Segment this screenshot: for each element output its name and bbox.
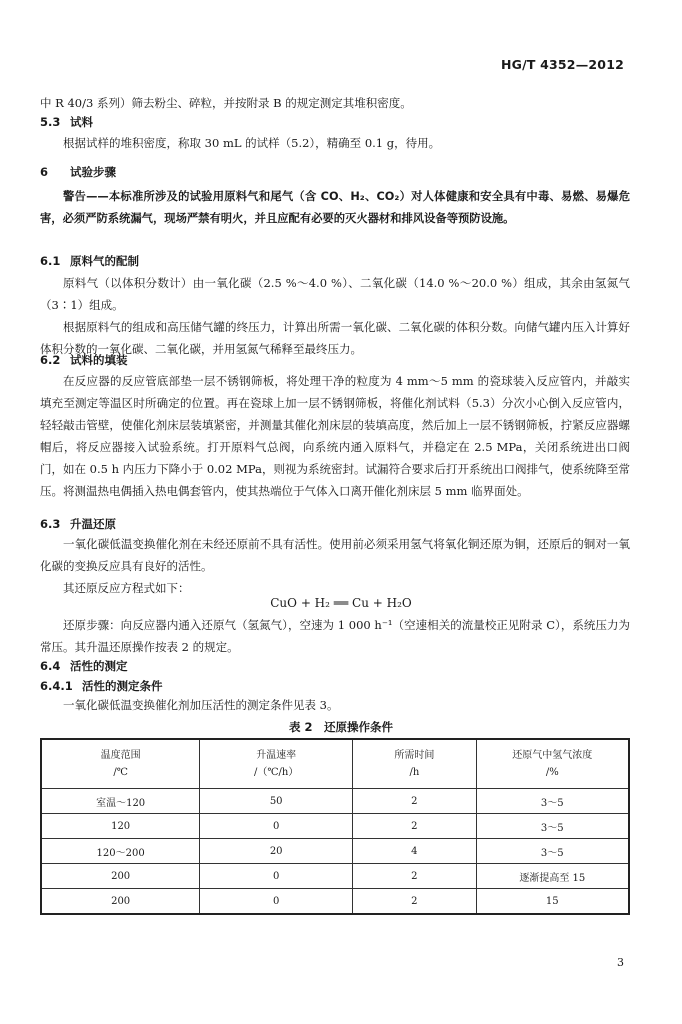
page-number: 3: [617, 956, 624, 969]
section-6-2-heading: [40, 350, 128, 370]
table-row: [41, 789, 629, 814]
paragraph: 其还原反应方程式如下：: [63, 581, 190, 595]
section-number: 6.1: [40, 254, 61, 268]
header-unit: /h: [409, 767, 420, 778]
section-title: 活性的测定: [70, 659, 128, 673]
section-title: 升温还原: [70, 517, 117, 531]
section-6-1-body: [40, 272, 630, 360]
table-cell: 4: [353, 839, 476, 864]
table-caption: 表 2 还原操作条件: [288, 720, 393, 734]
column-header: [476, 739, 629, 789]
header-unit: /℃: [113, 767, 128, 778]
table-row: [41, 889, 629, 915]
section-number: 6.4: [40, 659, 61, 673]
table-cell: 2: [353, 864, 476, 889]
table-row: [41, 864, 629, 889]
section-title: 原料气的配制: [70, 254, 140, 268]
section-title: 试验步骤: [70, 165, 117, 179]
section-6-4-1-body: [40, 694, 630, 716]
header-name: 还原气中氢气浓度: [512, 750, 593, 761]
table-cell: 3～5: [476, 789, 629, 814]
paragraph: 一氧化碳低温变换催化剂在未经还原前不具有活性。使用前必须采用氢气将氧化铜还原为铜，还原后的铜对一氧化碳的变换反应具有良好的活性。: [40, 537, 630, 573]
table-cell: 逐渐提高至 15: [476, 864, 629, 889]
continuation-paragraph: [40, 92, 630, 114]
section-6-1-heading: [40, 251, 139, 271]
section-6-4-heading: [40, 656, 128, 676]
section-5-3-body: [40, 132, 630, 154]
table-cell: 200: [41, 864, 200, 889]
warning-text: 警告——本标准所涉及的试验用原料气和尾气（含 CO、H₂、CO₂）对人体健康和安全具有中毒、易燃、易爆危害，必须严防系统漏气，现场严禁有明火，并且应配有必要的灭火器材和排风设备等预防设施。: [40, 190, 630, 225]
table-cell: 0: [200, 864, 353, 889]
column-header: [41, 739, 200, 789]
paragraph: 一氧化碳低温变换催化剂加压活性的测定条件见表 3。: [63, 698, 339, 712]
table-row: [41, 814, 629, 839]
table-cell: 200: [41, 889, 200, 915]
table-header-row: [41, 739, 629, 789]
section-6-2-body: [40, 370, 630, 502]
reduction-conditions-table: [40, 738, 630, 915]
header-unit: /（℃/h）: [254, 767, 299, 778]
table-cell: 2: [353, 889, 476, 915]
table-cell: 3～5: [476, 814, 629, 839]
paragraph: 原料气（以体积分数计）由一氧化碳（2.5 %～4.0 %）、二氧化碳（14.0 %～20.0 %）组成，其余由氢氮气（3∶1）组成。: [40, 276, 630, 312]
section-number: 6: [40, 165, 49, 179]
section-number: 5.3: [40, 115, 61, 129]
header-name: 升温速率: [256, 750, 297, 761]
header-unit: /%: [545, 767, 559, 778]
header-name: 所需时间: [394, 750, 435, 761]
table-cell: 3～5: [476, 839, 629, 864]
table-cell: 2: [353, 789, 476, 814]
section-6-3-heading: [40, 514, 116, 534]
section-number: 6.2: [40, 353, 61, 367]
table-cell: 50: [200, 789, 353, 814]
table-cell: 2: [353, 814, 476, 839]
continuation-text: 中 R 40/3 系列）筛去粉尘、碎粒，并按附录 B 的规定测定其堆积密度。: [40, 96, 412, 110]
paragraph: 根据试样的堆积密度，称取 30 mL 的试样（5.2），精确至 0.1 g，待用。: [63, 136, 441, 150]
table-row: [41, 839, 629, 864]
table-cell: 0: [200, 814, 353, 839]
reduction-equation: CuO + H₂ ══ Cu + H₂O: [270, 596, 412, 610]
section-title: 试料: [70, 115, 94, 129]
section-6-heading: [40, 162, 116, 182]
header-name: 温度范围: [100, 750, 141, 761]
table-cell: 20: [200, 839, 353, 864]
table-cell: 120: [41, 814, 200, 839]
section-6-3-body: [40, 533, 630, 599]
warning-block: [40, 186, 630, 230]
section-6-3-procedure: [40, 614, 630, 658]
section-number: 6.4.1: [40, 679, 73, 693]
paragraph: 在反应器的反应管底部垫一层不锈钢筛板，将处理干净的粒度为 4 mm～5 mm 的瓷球装入反应管内，并敲实填充至测定等温区时所确定的位置。再在瓷球上加一层不锈钢筛板，将催化剂试料（5.3）分次小心倒入反应管内，轻轻敲击管壁，使催化剂床层装填紧密，并测量其催化剂床层的装填高度，然后加上一层不锈钢筛板，拧紧反应器螺帽后，将反应器接入试验系统。打开原料气总阀，向系统内通入原料气，并稳定在 2.5 MPa，关闭系统进出口阀门，如在 0.5 h 内压力下降小于 0.02 MPa，则视为系统密封。试漏符合要求后打开系统出口阀排气，使系统降至常压。将测温热电偶插入热电偶套管内，使其热端位于气体入口离开催化剂床层 5 mm 临界面处。: [40, 374, 630, 498]
section-5-3-heading: [40, 112, 93, 132]
section-title: 试料的填装: [70, 353, 128, 367]
section-6-4-1-heading: [40, 676, 163, 696]
table-cell: 0: [200, 889, 353, 915]
table-cell: 室温～120: [41, 789, 200, 814]
column-header: [353, 739, 476, 789]
column-header: [200, 739, 353, 789]
paragraph: 还原步骤：向反应器内通入还原气（氢氮气），空速为 1 000 h⁻¹（空速相关的流量校正见附录 C），系统压力为常压。其升温还原操作按表 2 的规定。: [40, 618, 630, 654]
standard-code-header: HG/T 4352—2012: [500, 57, 624, 72]
table-cell: 120～200: [41, 839, 200, 864]
table-cell: 15: [476, 889, 629, 915]
paragraph: 根据原料气的组成和高压储气罐的终压力，计算出所需一氧化碳、二氧化碳的体积分数。向储气罐内压入计算好体积分数的一氧化碳、二氧化碳，并用氢氮气稀释至最终压力。: [40, 320, 630, 356]
section-title: 活性的测定条件: [82, 679, 163, 693]
section-number: 6.3: [40, 517, 61, 531]
